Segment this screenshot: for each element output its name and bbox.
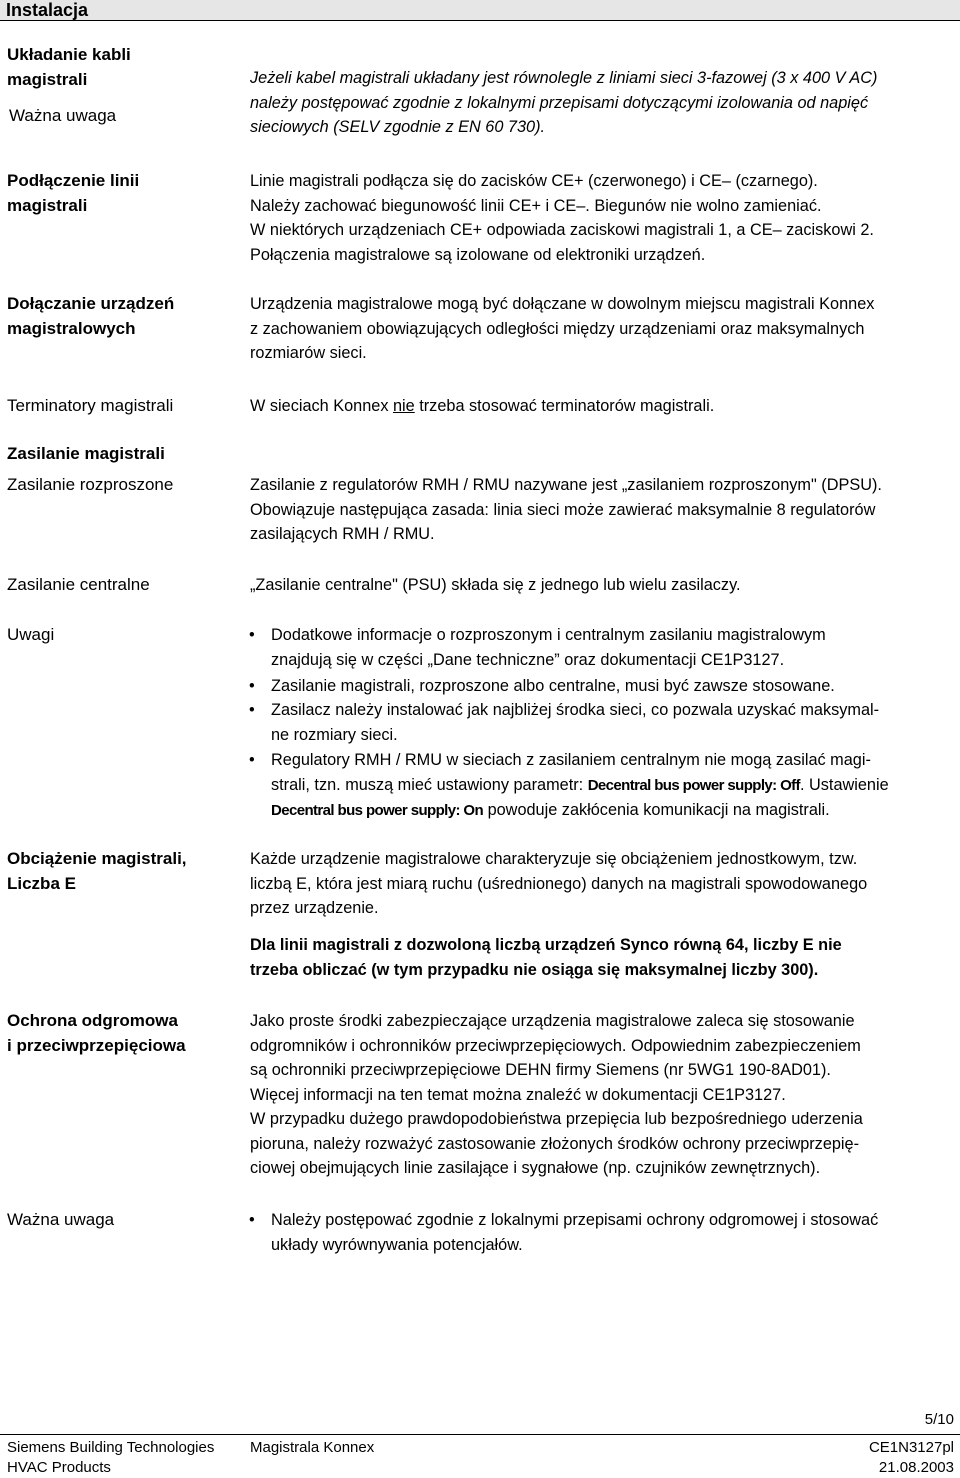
text-line: Dla linii magistrali z dozwoloną liczbą urządzeń Synco równą 64, liczby E nie (250, 936, 842, 954)
surge-protection-text (250, 1009, 955, 1181)
bullet-icon: • (249, 626, 255, 644)
header-bar (0, 0, 960, 21)
text-line: z zachowaniem obowiązujących odległości między urządzeniami oraz maksymalnych (250, 319, 865, 338)
text-line: zasilających RMH / RMU. (250, 525, 435, 543)
text-line: Jako proste środki zabezpieczające urządzenia magistralowe zaleca się stosowanie (250, 1012, 855, 1030)
footer-left (7, 1438, 214, 1478)
text-line: Połączenia magistralowe są izolowane od elektroniki urządzeń. (250, 245, 706, 264)
text-line: rozmiarów sieci. (250, 344, 367, 362)
text-line: należy postępować zgodnie z lokalnymi przepisami dotyczącymi izolowania od napięć (250, 93, 869, 112)
text-line: Należy zachować biegunowość linii CE+ i CE–. Biegunów nie wolno zamieniać. (250, 196, 822, 215)
distributed-power-text (250, 473, 955, 547)
text-fragment: strali, tzn. muszą mieć ustawiony parametr: (271, 775, 588, 794)
text-line: Więcej informacji na ten temat można znaleźć w dokumentacji CE1P3127. (250, 1085, 786, 1104)
footer-division: HVAC Products (7, 1459, 111, 1476)
page-number: 5/10 (924, 1411, 954, 1428)
parameter-on: Decentral bus power supply: On (271, 802, 484, 819)
text-line: Należy postępować zgodnie z lokalnymi przepisami ochrony odgromowej i stosować (271, 1211, 879, 1229)
text-line: Zasilacz należy instalować jak najbliżej środka sieci, co pozwala uzyskać maksymal- (271, 701, 880, 719)
notes-bullet-4 (249, 748, 955, 822)
bus-connection-text (250, 169, 955, 267)
bullet-icon: • (249, 701, 255, 719)
label-line: Ochrona odgromowa (7, 1011, 178, 1030)
important-note-label: Ważna uwaga (7, 1210, 115, 1229)
device-attach-text (250, 292, 955, 366)
bus-load-text (250, 847, 955, 921)
section-label-distributed-power: Zasilanie rozproszone (7, 475, 174, 494)
terminators-text-before: W sieciach Konnex (250, 397, 393, 415)
section-label-central-power: Zasilanie centralne (7, 575, 150, 594)
terminators-underlined-word: nie (392, 397, 415, 415)
label-line: Dołączanie urządzeń (7, 294, 175, 313)
surge-protection-bullet (249, 1208, 955, 1257)
section-label-bus-connection (7, 169, 232, 218)
footer-divider (0, 1434, 960, 1435)
text-line: ne rozmiary sieci. (271, 725, 398, 744)
text-line: znajdują się w części „Dane techniczne” oraz dokumentacji CE1P3127. (271, 650, 785, 669)
section-heading-bus-power: Zasilanie magistrali (7, 444, 165, 463)
label-line: Układanie kabli (7, 45, 131, 64)
text-line: Dodatkowe informacje o rozproszonym i centralnym zasilaniu magistralowym (271, 626, 826, 644)
footer-doc-code: CE1N3127pl (868, 1439, 954, 1456)
label-line: i przeciwprzepięciowa (7, 1035, 186, 1055)
text-line: W niektórych urządzeniach CE+ odpowiada zaciskowi magistrali 1, a CE– zaciskowi 2. (250, 221, 874, 239)
label-line: Podłączenie linii (7, 171, 140, 190)
bullet-icon: • (249, 751, 255, 769)
text-fragment: . Ustawienie (799, 775, 889, 794)
text-line: są ochronniki przeciwprzepięciowe DEHN firmy Siemens (nr 5WG1 190-8AD01). (250, 1061, 831, 1079)
text-line: W przypadku dużego prawdopodobieństwa przepięcia lub bezpośredniego uderzenia (250, 1110, 863, 1128)
cable-laying-text (250, 66, 955, 140)
text-line: przez urządzenie. (250, 899, 379, 917)
text-line: Regulatory RMH / RMU w sieciach z zasilaniem centralnym nie mogą zasilać magi- (271, 751, 871, 769)
footer-date: 21.08.2003 (878, 1459, 954, 1476)
parameter-off: Decentral bus power supply: Off (587, 776, 800, 794)
section-label-surge-protection (7, 1009, 232, 1058)
text-line (271, 798, 955, 824)
section-label-notes: Uwagi (7, 625, 55, 644)
text-line: Każde urządzenie magistralowe charakteryzuje się obciążeniem jednostkowym, tzw. (250, 850, 858, 868)
footer-doc-title: Magistrala Konnex (250, 1439, 375, 1456)
text-line: trzeba obliczać (w tym przypadku nie osiąga się maksymalnej liczby 300). (250, 960, 819, 979)
notes-bullet-3 (249, 698, 955, 747)
label-line: Obciążenie magistrali, (7, 849, 187, 868)
bullet-icon: • (249, 1211, 255, 1229)
text-line: sieciowych (SELV zgodnie z EN 60 730). (250, 118, 546, 136)
footer-company: Siemens Building Technologies (7, 1439, 215, 1456)
terminators-text-after: trzeba stosować terminatorów magistrali. (414, 397, 715, 415)
text-line: Zasilanie magistrali, rozproszone albo centralne, musi być zawsze stosowane. (271, 677, 835, 695)
text-line: Jeżeli kabel magistrali układany jest równolegle z liniami sieci 3-fazowej (3 x 400 V AC) (250, 69, 878, 87)
text-line: ciowej obejmujących linie zasilające i sygnałowe (np. czujników zewnętrznych). (250, 1159, 821, 1177)
text-fragment: powoduje zakłócenia komunikacji na magistrali. (483, 801, 830, 819)
section-label-bus-load (7, 847, 232, 896)
page-title: Instalacja (6, 0, 89, 20)
bullet-icon: • (249, 677, 255, 695)
text-line: Urządzenia magistralowe mogą być dołączane w dowolnym miejscu magistrali Konnex (250, 295, 875, 313)
text-line: Obowiązuje następująca zasada: linia sieci może zawierać maksymalnie 8 regulatorów (250, 500, 876, 519)
text-line: pioruna, należy rozważyć zastosowanie złożonych środków ochrony przeciwprzepię- (250, 1134, 860, 1153)
footer-right (869, 1438, 954, 1478)
label-line: Liczba E (7, 873, 76, 893)
text-line: Zasilanie z regulatorów RMH / RMU nazywane jest „zasilaniem rozproszonym" (DPSU). (250, 476, 882, 494)
terminators-text (250, 394, 955, 419)
section-label-device-attach (7, 292, 232, 341)
text-line: Linie magistrali podłącza się do zacisków CE+ (czerwonego) i CE– (czarnego). (250, 172, 818, 190)
label-line: magistrali (7, 195, 88, 215)
bus-load-bold-text (250, 933, 955, 982)
section-label-terminators: Terminatory magistrali (7, 396, 174, 415)
section-label-cable-laying (7, 43, 232, 92)
text-line: odgromników i ochronników przeciwprzepięciowych. Odpowiednim zabezpieczeniem (250, 1036, 861, 1055)
notes-bullet-2 (249, 674, 955, 699)
label-line: magistrali (7, 69, 88, 89)
label-line: magistralowych (7, 318, 136, 338)
text-line (271, 773, 955, 799)
notes-bullet-1 (249, 623, 955, 672)
important-note-label: Ważna uwaga (9, 106, 117, 125)
text-line: układy wyrównywania potencjałów. (271, 1235, 523, 1254)
central-power-text: „Zasilanie centralne" (PSU) składa się z jednego lub wielu zasilaczy. (250, 576, 741, 594)
text-line: liczbą E, która jest miarą ruchu (uśrednionego) danych na magistrali spowodowanego (250, 874, 868, 893)
